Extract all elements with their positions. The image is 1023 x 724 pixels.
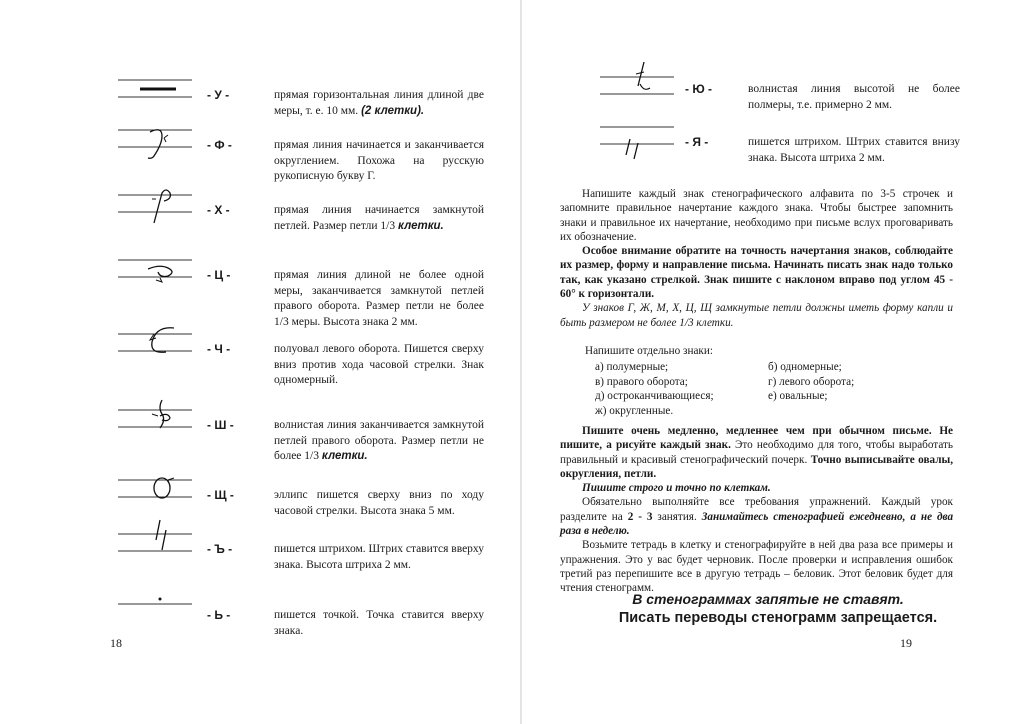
ya-stroke-glyph xyxy=(600,125,674,165)
rule-commas: В стенограммах запятые не ставят. xyxy=(632,591,904,607)
paragraph-lessons: Обязательно выполняйте все требования упражнений. Каждый урок разделите на 2 - 3 занятия. Занимайтесь стенографией ежедневно, а не два раза в неделю. xyxy=(560,496,954,538)
exercise-item: д) остроканчивающиеся; xyxy=(595,390,714,403)
horizontal-line-glyph xyxy=(118,78,192,118)
sign-letter: - Ф - xyxy=(207,138,232,152)
ch-semioval-glyph xyxy=(118,332,192,372)
sign-letter: - Щ - xyxy=(207,488,234,502)
exercise-intro: Напишите отдельно знаки: xyxy=(585,345,713,357)
sign-description: полуовал левого оборота. Пишется сверху вниз против хода часовой стрелки. Знак одномерный. xyxy=(274,343,484,386)
f-hook-glyph xyxy=(118,128,192,168)
right-page xyxy=(522,0,1023,724)
sign-description: волнистая линия заканчивается замкнутой петлей правого оборота. Размер петли не более 1/3 клетки. xyxy=(274,419,484,462)
sign-letter: - Х - xyxy=(207,203,230,217)
writing-advice-block xyxy=(560,424,953,596)
exercise-item: г) левого оборота; xyxy=(768,375,855,388)
sign-description: прямая линия длиной не более одной меры, заканчивается замкнутой петлей правого оборота. Размер петли не более 1/3 меры. Высота знака 2 мм. xyxy=(274,269,484,328)
hard-sign-stroke-glyph xyxy=(118,532,192,572)
sign-description: прямая горизонтальная линия длиной две меры, т. е. 10 мм. (2 клетки). xyxy=(274,89,484,117)
exercise-item: б) одномерные; xyxy=(768,361,842,373)
sign-letter: - Ь - xyxy=(207,608,231,622)
sign-description: прямая линия начинается замкнутой петлей. Размер петли 1/3 клетки. xyxy=(274,204,484,232)
sign-letter: - Ц - xyxy=(207,268,231,282)
sign-letter: - У - xyxy=(207,88,230,102)
page-number-left: 18 xyxy=(110,636,122,650)
sign-description: пишется штрихом. Штрих ставится внизу знака. Высота штриха 2 мм. xyxy=(748,136,960,164)
sign-description: эллипс пишется сверху вниз по ходу часовой стрелки. Высота знака 5 мм. xyxy=(274,489,484,517)
soft-sign-dot-glyph xyxy=(118,598,192,638)
exercise-item: а) полумерные; xyxy=(595,361,669,373)
paragraph-notebook: Возьмите тетрадь в клетку и стенографируйте в ней два раза все примеры и упражнения. Это у вас будет черновик. После проверки и исправления ошибок третий раз перепишите все в другую тетрадь – беловик. Этот беловик будет для чтения стенограмм. xyxy=(560,539,953,595)
page-number-right: 19 xyxy=(900,636,912,650)
sign-letter: - Ч - xyxy=(207,342,231,356)
instructions-block xyxy=(560,187,953,330)
exercise-list-right xyxy=(768,360,854,404)
sh-wavy-glyph xyxy=(118,408,192,448)
ts-loop-glyph xyxy=(118,258,192,298)
paragraph-loops: У знаков Г, Ж, М, Х, Ц, Щ замкнутые петли должны иметь форму капли и быть размером не более 1/3 клетки. xyxy=(560,302,953,329)
rule-translations: Писать переводы стенограмм запрещается. xyxy=(618,610,938,626)
sign-letter: - Я - xyxy=(685,135,709,149)
sign-letter: - Ъ - xyxy=(207,542,233,556)
sign-letter: - Ш - xyxy=(207,418,234,432)
paragraph-cells: Пишите строго и точно по клеткам. xyxy=(582,482,771,495)
exercise-list-left xyxy=(595,360,714,418)
x-loop-glyph xyxy=(118,193,192,233)
sign-description: пишется точкой. Точка ставится вверху знака. xyxy=(274,609,484,637)
paragraph-slowly: Пишите очень медленно, медленнее чем при обычном письме. Не пишите, а рисуйте каждый знак. Это необходимо для того, чтобы выработать правильный и красивый стенографический почерк. Точно выписывайте овалы, округления, петли. xyxy=(560,425,954,480)
sign-description: пишется штрихом. Штрих ставится вверху знака. Высота штриха 2 мм. xyxy=(274,543,484,571)
sign-description: прямая линия начинается и заканчивается округлением. Похожа на русскую рукописную букву Г. xyxy=(274,139,484,182)
shch-ellipse-glyph xyxy=(118,478,192,518)
yu-wavy-glyph xyxy=(600,72,674,112)
exercise-item: ж) округленные. xyxy=(595,404,674,417)
exercise-item: е) овальные; xyxy=(768,390,828,403)
exercise-item: в) правого оборота; xyxy=(595,375,688,388)
sign-letter: - Ю - xyxy=(685,82,713,96)
sign-description: волнистая линия высотой не более полмеры, т.е. примерно 2 мм. xyxy=(748,83,960,111)
paragraph-practice: Напишите каждый знак стенографического алфавита по 3-5 строчек и запомните правильное начертание каждого знака. Чтобы быстрее запомнить знаки и правильное их начертание, необходимо при письме вслух проговаривать их обозначение. xyxy=(560,188,953,243)
paragraph-attention: Особое внимание обратите на точность начертания знаков, соблюдайте их размер, форму и направление письма. Начинать писать знак надо только так, как указано стрелкой. Знак пишите с наклоном вправо под углом 45 - 60° к горизонтали. xyxy=(560,245,953,301)
